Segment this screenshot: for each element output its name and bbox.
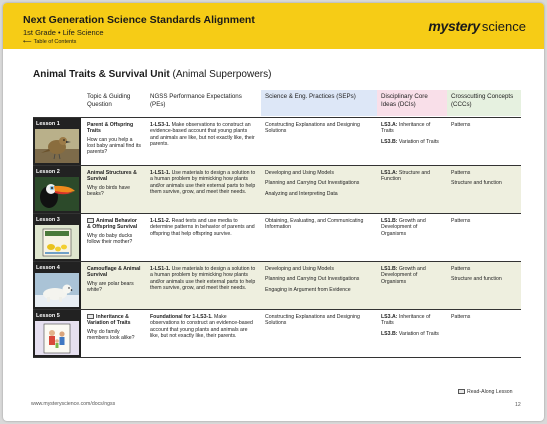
page-subtitle: 1st Grade • Life Science bbox=[23, 28, 104, 37]
logo-bold-text: mystery bbox=[428, 18, 480, 34]
lesson-label: Lesson 3 bbox=[36, 217, 60, 223]
pe-cell bbox=[146, 118, 261, 165]
sep-item: Planning and Carrying Out Investigations bbox=[265, 180, 360, 187]
table-row bbox=[33, 261, 521, 309]
sep-cell bbox=[261, 214, 377, 261]
pe-cell bbox=[146, 262, 261, 309]
pe-text: Use materials to design a solution to a human problem by mimicking how plants and/or animals use their external parts to help them survive, grow, and meet their needs. bbox=[150, 170, 256, 195]
dci-text: Growth and Development of Organisms bbox=[381, 218, 426, 237]
guiding-question: Why do birds have beaks? bbox=[87, 184, 130, 197]
dci-item bbox=[381, 266, 443, 285]
pe-cell bbox=[146, 166, 261, 213]
dci-item bbox=[381, 218, 443, 237]
toc-link-label: Table of Contents bbox=[33, 39, 77, 45]
pe-text: Read texts and use media to determine patterns in behavior of parents and offspring that help offspring survive. bbox=[150, 218, 255, 237]
ccc-cell bbox=[447, 310, 521, 357]
sep-cell bbox=[261, 310, 377, 357]
dci-item bbox=[381, 139, 443, 145]
family-book-image bbox=[35, 321, 79, 355]
sep-cell bbox=[261, 262, 377, 309]
dci-text: Variation of Traits bbox=[398, 330, 439, 337]
column-header-sep: Science & Eng. Practices (SEPs) bbox=[261, 90, 377, 116]
lesson-thumbnail-cell[interactable] bbox=[33, 214, 81, 261]
dci-item bbox=[381, 314, 443, 327]
dci-cell bbox=[377, 310, 447, 357]
ccc-item: Patterns bbox=[451, 266, 471, 272]
sep-item: Constructing Explanations and Designing Solutions bbox=[265, 314, 360, 327]
ccc-item: Structure and function bbox=[451, 180, 502, 187]
lesson-label: Lesson 5 bbox=[36, 313, 60, 319]
topic-cell bbox=[83, 310, 146, 357]
lesson-thumbnail-cell[interactable] bbox=[33, 118, 81, 165]
pe-text: Use materials to design a solution to a human problem by mimicking how plants and/or animals use their external parts to help them survive, grow, and meet their needs. bbox=[150, 266, 256, 291]
dci-cell bbox=[377, 118, 447, 165]
lesson-label: Lesson 2 bbox=[36, 169, 60, 175]
guiding-question: Why are polar bears white? bbox=[87, 280, 134, 293]
dci-cell bbox=[377, 166, 447, 213]
footer-url-link[interactable]: www.mysteryscience.com/docs/ngss bbox=[31, 401, 116, 407]
pe-cell bbox=[146, 214, 261, 261]
pe-code: 1-LS1-2. bbox=[150, 218, 171, 224]
ccc-cell bbox=[447, 262, 521, 309]
dci-code: LS3.B: bbox=[381, 138, 398, 145]
dci-text: Variation of Traits bbox=[398, 138, 439, 145]
back-arrow-icon: ⟵ bbox=[23, 39, 32, 45]
dci-text: Growth and Development of Organisms bbox=[381, 266, 426, 285]
lesson-topic[interactable]: Camouflage & Animal Survival bbox=[87, 266, 141, 279]
logo-light-text: science bbox=[481, 19, 526, 34]
guiding-question: Why do baby ducks follow their mother? bbox=[87, 232, 133, 245]
header-banner bbox=[3, 3, 544, 49]
pe-text: Make observations to construct an evidence-based account that young plants and animals are like, but not exactly like, their parents. bbox=[150, 122, 255, 147]
sep-cell bbox=[261, 118, 377, 165]
ccc-item: Patterns bbox=[451, 122, 471, 128]
dci-item bbox=[381, 331, 443, 337]
dci-code: LS1.A: bbox=[381, 170, 398, 176]
table-bottom-rule bbox=[33, 357, 521, 358]
topic-cell bbox=[83, 166, 146, 213]
ducklings-book-image bbox=[35, 225, 79, 259]
sep-item: Planning and Carrying Out Investigations bbox=[265, 276, 360, 283]
read-along-book-icon bbox=[458, 389, 465, 394]
table-row bbox=[33, 213, 521, 261]
table-row bbox=[33, 309, 521, 357]
sep-item: Constructing Explanations and Designing Solutions bbox=[265, 122, 360, 135]
read-along-book-icon bbox=[87, 218, 94, 223]
lesson-label: Lesson 1 bbox=[36, 121, 60, 127]
sep-item: Developing and Using Models bbox=[265, 266, 334, 272]
ccc-cell bbox=[447, 166, 521, 213]
lesson-thumbnail-cell[interactable] bbox=[33, 262, 81, 309]
toucan-image bbox=[35, 177, 79, 211]
ccc-cell bbox=[447, 214, 521, 261]
read-along-book-icon bbox=[87, 314, 94, 319]
bird-image bbox=[35, 129, 79, 163]
pe-cell bbox=[146, 310, 261, 357]
dci-code: LS3.A: bbox=[381, 122, 398, 128]
dci-text: Structure and Function bbox=[381, 170, 431, 183]
mystery-science-logo bbox=[428, 18, 526, 36]
column-header-dci: Disciplinary Core Ideas (DCIs) bbox=[377, 90, 447, 116]
lesson-topic[interactable]: Inheritance & Variation of Traits bbox=[87, 314, 131, 327]
table-of-contents-link[interactable] bbox=[23, 38, 76, 45]
dci-code: LS3.A: bbox=[381, 314, 398, 320]
lesson-thumbnail-cell[interactable] bbox=[33, 310, 81, 357]
dci-text: Inheritance of Traits bbox=[381, 314, 431, 327]
table-row bbox=[33, 117, 521, 165]
ccc-cell bbox=[447, 118, 521, 165]
page-title: Next Generation Science Standards Alignment bbox=[23, 14, 255, 26]
guiding-question: How can you help a lost baby animal find its parents? bbox=[87, 136, 141, 156]
dci-cell bbox=[377, 262, 447, 309]
page-number: 12 bbox=[515, 402, 521, 408]
sep-item: Engaging in Argument from Evidence bbox=[265, 286, 351, 293]
unit-title-subtitle: (Animal Superpowers) bbox=[172, 69, 272, 80]
legend bbox=[458, 389, 513, 395]
dci-code: LS3.B: bbox=[381, 330, 398, 337]
unit-title-main: Animal Traits & Survival Unit bbox=[33, 69, 170, 80]
guiding-question: Why do family members look alike? bbox=[87, 328, 135, 341]
sep-cell bbox=[261, 166, 377, 213]
legend-label: Read-Along Lesson bbox=[467, 389, 513, 395]
ccc-item: Structure and function bbox=[451, 276, 502, 283]
dci-item bbox=[381, 170, 443, 183]
lesson-label: Lesson 4 bbox=[36, 265, 60, 271]
ccc-item: Patterns bbox=[451, 218, 471, 224]
ccc-item: Patterns bbox=[451, 314, 471, 320]
ccc-item: Patterns bbox=[451, 170, 471, 176]
table-row bbox=[33, 165, 521, 213]
topic-cell bbox=[83, 262, 146, 309]
pe-code: 1-LS1-1. bbox=[150, 170, 171, 176]
lesson-thumbnail-cell[interactable] bbox=[33, 166, 81, 213]
dci-item bbox=[381, 122, 443, 135]
sep-item: Developing and Using Models bbox=[265, 170, 334, 176]
dci-code: LS1.B: bbox=[381, 266, 398, 272]
pe-code: Foundational for 1-LS3-1. bbox=[150, 314, 213, 320]
sep-item: Analyzing and Interpreting Data bbox=[265, 190, 338, 197]
lesson-topic[interactable]: Animal Behavior & Offspring Survival bbox=[87, 218, 138, 231]
sep-item: Obtaining, Evaluating, and Communicating Information bbox=[265, 218, 364, 231]
topic-cell bbox=[83, 214, 146, 261]
polar-bear-image bbox=[35, 273, 79, 307]
pe-code: 1-LS3-1. bbox=[150, 122, 171, 128]
pe-code: 1-LS1-1. bbox=[150, 266, 171, 272]
dci-text: Inheritance of Traits bbox=[381, 122, 431, 135]
lesson-topic[interactable]: Animal Structures & Survival bbox=[87, 170, 137, 183]
dci-code: LS1.B: bbox=[381, 218, 398, 224]
column-header-topic: Topic & Guiding Question bbox=[87, 93, 131, 108]
topic-cell bbox=[83, 118, 146, 165]
pe-text: Make observations to construct an evidence-based account that young plants and animals are like, but not exactly like, their parents. bbox=[150, 314, 253, 339]
dci-cell bbox=[377, 214, 447, 261]
unit-title bbox=[33, 69, 271, 80]
document-page bbox=[3, 3, 544, 421]
column-header-ccc: Crosscutting Concepts (CCCs) bbox=[447, 90, 521, 116]
column-header-pe: NGSS Performance Expectations (PEs) bbox=[150, 93, 242, 108]
lesson-topic[interactable]: Parent & Offspring Traits bbox=[87, 122, 134, 135]
